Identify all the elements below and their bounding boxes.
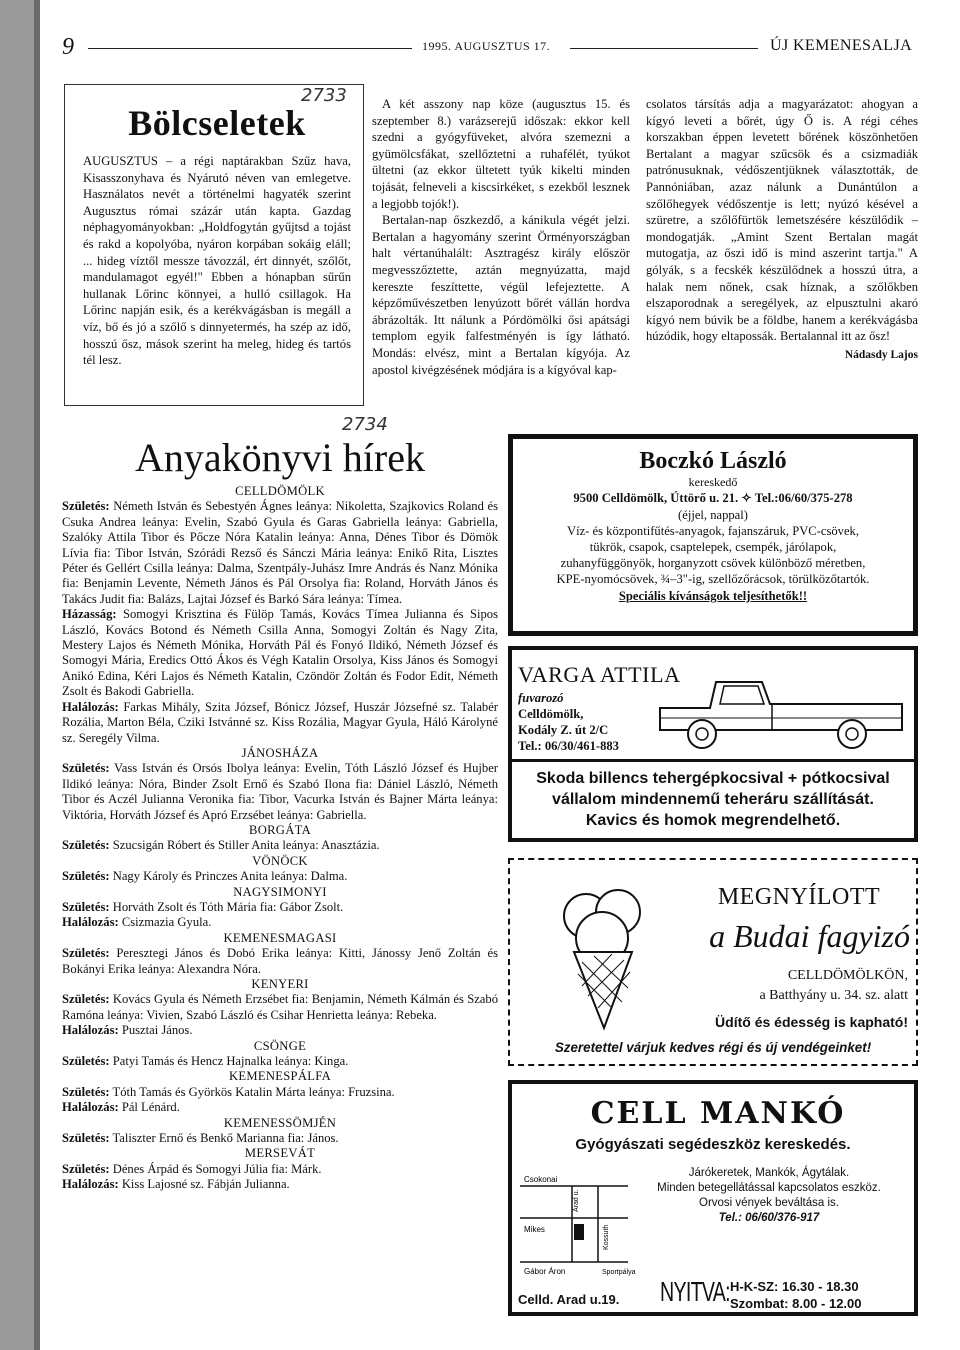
header-rule	[570, 48, 758, 49]
article-text: AUGUSZTUS – a régi naptárakban Szűz hava, Kisasszonyhava és Nyárutó néven van emlegetve. Használatos nevét a történelmi hagyaték szerint Augusztus római százár után kapta. Gazdag néphagyományokban: „Holdfogytán gyűjtsd a tojást és rakd a kopolyóba, nyáron korpában sokáig eláll; ... hideg víztől messze távozzál, ért dinnyét, szőlőt, mandulamagot egyél!" Ebben a hónapban sűrűn hullanak Lőrinc könnyei, a hulló csillagok. Ha Lőrinc napján esik, és a kerékvágásban is megáll a víz, bő és jó a szőlő s dinnyetermés, ha szép az idő, hosszú ősz, mások szerint ha meleg, hideg és tartós tél lesz.	[83, 154, 351, 368]
entry-label: Születés:	[62, 1131, 110, 1146]
entry-text: Csizmazia Gyula.	[118, 915, 212, 930]
paper-title: ÚJ KEMENESALJA	[770, 37, 913, 54]
ad-services	[624, 1166, 914, 1226]
map-street-label: Csokonai	[524, 1175, 558, 1184]
article-paragraph: Bertalan-nap őszkezdő, a kánikula végét jelzi. Bertalan a hagyomány szerint Örményországban halt vértanúhalált: Asztragész király először megvesszőztette, aztán megnyúzatta, majd kereszte feszíttette, végül lefejeztette. A képzőművészetben lenyúzott bőrét vállán hordva ábrázolták. Itt nálunk a Pórdömölki ősi apátsági templom egyik falfestményén is így látható. Mondás: elvész, mint a Bertalan kígyója. Az apostol kivégzésének módjára is a kígyóval kap-	[372, 213, 630, 377]
town-heading: BORGÁTA	[249, 822, 311, 837]
entry-label: Születés:	[62, 992, 110, 1007]
ad-top-panel	[512, 650, 914, 762]
entry-label: Születés:	[62, 899, 110, 914]
town-heading: MERSEVÁT	[244, 1146, 316, 1161]
ad-name: a Budai fagyizó	[709, 918, 910, 954]
town-heading: KENYERI	[251, 977, 309, 991]
ad-line: Orvosi vények beváltása is.	[699, 1197, 839, 1209]
ad-tagline: Gyógyászati segédeszköz kereskedés.	[575, 1136, 851, 1153]
entry-label: Születés:	[62, 499, 110, 514]
entry-label: Halálozás:	[62, 1100, 119, 1115]
registry-entry	[62, 607, 498, 699]
anyakonyvi-section	[62, 414, 498, 1193]
ad-welcome: Szeretettel várjuk kedves régi és új vendégeinket!	[554, 1040, 872, 1055]
ad-budai-fagyizo	[508, 858, 918, 1066]
article-column	[646, 96, 918, 364]
ad-role: fuvarozó	[518, 691, 564, 705]
registry-entry	[62, 915, 498, 930]
registry-entry	[62, 838, 498, 853]
entry-text: Kiss Lajosné sz. Fábján Julianna.	[118, 1177, 290, 1192]
ad-open-label: NYITVA:	[660, 1276, 730, 1307]
article-paragraph: csolatos társítás adja a magyarázatot: ahogyan a kígyó leveti a bőrét, úgy Ő is. A régi céhes korszakban éppen levetett bőrének köszönhetően Bertalant a magyar szűcsök és a csizmadiák patrónusuknak, védőszentjüknek választották, de Pannóniában, azaz nálunk a Dunántúlon a szőlőhegyek védőszentje is lett; nyúzó késével a szüretre, a szőlőfürtök lemetszésére készülődik – mondogatják. „Amint Szent Bertalan magát mutogatja, az őszi idő is mind aszerint tartja." A gólyák, s a fecskék készülődnek a hosszú útra, a halak nem nőnek, csak híznak, a szőlőkben elszaporodnak a seregélyek, az elpusztulni akaró kígyó nem búvik be a földbe, hanem a kerékvágásba húzódik, hogy eltapossák. Bertalannal itt az ősz!	[646, 97, 918, 344]
entry-label: Születés:	[62, 869, 110, 884]
town-heading: CSÖNGE	[253, 1038, 307, 1053]
map-street-label: Gábor Áron	[524, 1267, 566, 1276]
entry-text: Szucsigán Róbert és Stiller Anita leánya: Anasztázia.	[109, 838, 380, 853]
entry-text: Tóth Tamás és Györkös Katalin Márta leánya: Fruzsina.	[109, 1084, 395, 1099]
entry-text: Peresztegi János és Dobó Erika leánya: Kitti, Jánossy Jenő Zoltán és Bokányi Erika leánya: Alexandra Nóra.	[62, 946, 498, 976]
truck-icon	[654, 670, 908, 756]
entry-label: Születés:	[62, 838, 110, 853]
registry-entry	[62, 761, 498, 823]
scan-gutter	[0, 0, 40, 1350]
handwritten-number: 2733	[301, 85, 347, 106]
town-heading: KEMENESSÖMJÉN	[223, 1115, 337, 1130]
ad-phone: Tel.: 06/60/376-917	[718, 1212, 820, 1224]
ad-name: VARGA ATTILA	[518, 662, 681, 687]
entry-text: Dénes Árpád és Somogyi Júlia fia: Márk.	[109, 1161, 322, 1176]
ad-line: Minden betegellátással kapcsolatos eszköz.	[657, 1182, 881, 1194]
ad-headline: MEGNYÍLOTT	[717, 884, 881, 910]
ad-line: KPE-nyomócsövek, ¾–3"-ig, szellőzőrácsok, törülközőtartók.	[556, 572, 870, 586]
location-map	[518, 1170, 638, 1282]
map-street-label: Mikes	[524, 1225, 545, 1234]
entry-label: Halálozás:	[62, 699, 119, 714]
page-header	[62, 34, 928, 64]
ad-street: Kodály Z. út 2/C	[518, 723, 609, 737]
ice-cream-cone-icon	[548, 882, 658, 1032]
entry-label: Születés:	[62, 1084, 110, 1099]
map-street-label: Kossuth	[603, 1224, 610, 1250]
ad-special: Speciális kívánságok teljesíthetők!!	[618, 589, 808, 603]
ad-line: Skoda billencs tehergépkocsival + pótkocsival	[536, 770, 890, 787]
entry-label: Házasság:	[62, 607, 117, 622]
entry-label: Halálozás:	[62, 1177, 119, 1192]
entry-label: Születés:	[62, 761, 110, 776]
registry-entry	[62, 1177, 498, 1192]
ad-address: 9500 Celldömölk, Úttörő u. 21. ✧ Tel.:06/60/375-278	[573, 491, 853, 505]
ad-offer: Üdítő és édesség is kapható!	[715, 1014, 908, 1030]
town-heading: KEMENESMAGASI	[223, 930, 337, 945]
ad-hours	[730, 1278, 862, 1312]
town-heading: CELLDÖMÖLK	[235, 484, 325, 498]
ad-city: CELLDÖMÖLKÖN,	[787, 968, 908, 983]
registry-entry	[62, 1162, 498, 1177]
entry-text: Vass István és Orsós Ibolya leánya: Evelin, Tóth László József és Hujber Ildikó leánya: Nóra, Binder Zsolt Ernő és Szabó Ilona fia: Dániel László, Németh Tibor és Aczél Julianna Veronika fia: Tibor, Vacurka István és Bajner Márta leánya: Viktória, Horváth József és Apró Erzsébet leánya: Gabriella.	[62, 761, 498, 822]
header-rule	[88, 48, 412, 49]
issue-date: 1995. AUGUSZTUS 17.	[422, 39, 551, 53]
entry-label: Születés:	[62, 946, 110, 961]
entry-label: Halálozás:	[62, 915, 119, 930]
ad-hours-line: Szombat: 8.00 - 12.00	[730, 1296, 862, 1311]
registry-entry	[62, 992, 498, 1023]
entry-label: Születés:	[62, 1054, 110, 1069]
ad-brand: CELL MANKÓ	[590, 1096, 846, 1131]
registry-entry	[62, 1054, 498, 1069]
registry-entry	[62, 900, 498, 915]
ad-hours: (éjjel, nappal)	[678, 508, 748, 522]
entry-text: Taliszter Ernő és Benkő Marianna fia: János.	[109, 1131, 339, 1146]
newspaper-page	[40, 0, 960, 1350]
registry-entry	[62, 869, 498, 884]
shop-marker	[574, 1224, 584, 1240]
section-title: Anyakönyvi hírek	[135, 435, 425, 480]
ad-city: Celldömölk,	[518, 707, 584, 721]
registry-entry	[62, 499, 498, 607]
town-heading: JÁNOSHÁZA	[241, 745, 319, 760]
ad-line: vállalom mindennemű teheráru szállítását.	[552, 791, 874, 808]
ad-phone: Tel.: 06/30/461-883	[518, 739, 619, 753]
ad-address	[690, 966, 908, 1006]
ad-boczko	[508, 434, 918, 636]
ad-varga	[508, 646, 918, 842]
ad-name: Boczkó László	[639, 448, 787, 474]
ad-cell-manko	[508, 1080, 918, 1316]
map-street-label: Arad u.	[573, 1189, 580, 1212]
registry-entry	[62, 946, 498, 977]
registry-entry	[62, 1100, 498, 1115]
entry-text: Kovács Gyula és Németh Erzsébet fia: Benjamin, Németh Kálmán és Szabó Ramóna leánya: Vivien, Szabó László és Csihar Henrietta leánya: Rebeka.	[62, 992, 498, 1022]
ad-line: tükrök, csapok, csaptelepek, csempék, járólapok,	[589, 540, 837, 554]
ad-street: a Batthyány u. 34. sz. alatt	[759, 988, 908, 1003]
registry-entry	[62, 1131, 498, 1146]
page-number: 9	[62, 34, 74, 60]
ad-hours-line: H-K-SZ: 16.30 - 18.30	[730, 1279, 859, 1294]
ad-line: Járókeretek, Mankók, Ágytálak.	[688, 1167, 850, 1179]
entry-label: Halálozás:	[62, 1023, 119, 1038]
registry-entry	[62, 1085, 498, 1100]
bolcseletek-box	[64, 84, 364, 406]
article-column	[372, 96, 630, 378]
town-heading: KEMENESPÁLFA	[228, 1069, 332, 1084]
map-street-label: Sportpálya	[602, 1269, 636, 1276]
registry-entry	[62, 700, 498, 746]
article-paragraph: A két asszony nap köze (augusztus 15. és szeptember 8.) varázserejű időszak: ekkor kell szedni a gyógyfüveket, alvóra szemezni a gyümölcsfákat, szellőztetni a ruhafélét, tyúkot ültetni (az ekkor ültetett tyúk kikelti minden tojását, felneveli a kiscsirkéket, s ezekből lesznek a legjobb tojók!).	[372, 97, 630, 211]
ad-line: Kavics és homok megrendelhető.	[585, 812, 841, 829]
entry-text: Horváth Zsolt és Tóth Mária fia: Gábor Zsolt.	[109, 899, 344, 914]
ad-contact	[518, 690, 619, 754]
handwritten-number: 2734	[342, 414, 388, 435]
registry-entry	[62, 1023, 498, 1038]
ad-role: kereskedő	[688, 475, 738, 489]
entry-text: Farkas Mihály, Szita József, Bónicz József, Huszár Józsefné sz. Talabér Rozália, Marton Béla, Cziki Istvánné sz. Kiss Rozália, Magyar Gyula, Háló Károlyné sz. Seregély Vilma.	[62, 699, 498, 745]
ad-line: zuhanyfüggönyök, horganyzott csövek különböző méretben,	[560, 556, 866, 570]
entry-text: Németh István és Sebestyén Ágnes leánya: Nikoletta, Szajkovics Roland és Csuka Andrea leánya: Evelin, Szabó Gyula és Garas Gabriella leánya: Gabriella, Szalóky Attila Tibor és Pőcze Nóra Katalin leánya: Anna, Dénes Tibor és Dömök Lívia fia: Tibor István, Szórádi Rezső és Sánczi Mária leánya: Enikő Rita, Lisztes Péter és Gellért Csilla leánya: Dalma, Szentpály-Juhász Imre András és Nanz Mónika fia: Benjamin Levente, Németh János és Pál Orsolya fia: Roland, Horváth János és Takács Judit fia: Balázs, Lajtai József és Barkó Sára leánya: Tímea.	[62, 499, 498, 606]
entry-text: Somogyi Krisztina és Fülöp Tamás, Kovács Tímea Julianna és Sipos László, Kovács Botond és Németh Csilla Anna, Somogyi Zoltán és Nagy Zita, Mestery Lajos és Németh Mónika, Horváth Pál és Fonyó Ildikó, Németh József és Somogyi Mária, Eredics Ottó Ákos és Végh Katalin Orsolya, Kiss János és Somogyi Anikó Edina, Kéri Lajos és Németh Katalin, Czöndör Zoltán és Fodor Edit, Németh Zsolt és Bakodi Gabriella.	[62, 607, 498, 699]
author-signature: Nádasdy Lajos	[844, 348, 918, 361]
entry-label: Születés:	[62, 1161, 110, 1176]
ad-offer	[512, 768, 914, 831]
article-title: Bölcseletek	[128, 103, 306, 143]
registry-body	[62, 484, 498, 1193]
town-heading: VÖNÖCK	[252, 853, 308, 868]
entry-text: Nagy Károly és Princzes Anita leánya: Dalma.	[109, 869, 348, 884]
entry-text: Patyi Tamás és Hencz Hajnalka leánya: Kinga.	[109, 1054, 349, 1069]
ad-line: Víz- és központifűtés-anyagok, fajanszáruk, PVC-csövek,	[566, 524, 860, 538]
ad-address: Celld. Arad u.19.	[518, 1292, 620, 1307]
entry-text: Pusztai János.	[118, 1023, 193, 1038]
town-heading: NAGYSIMONYI	[233, 884, 327, 899]
entry-text: Pál Lénárd.	[118, 1100, 180, 1115]
